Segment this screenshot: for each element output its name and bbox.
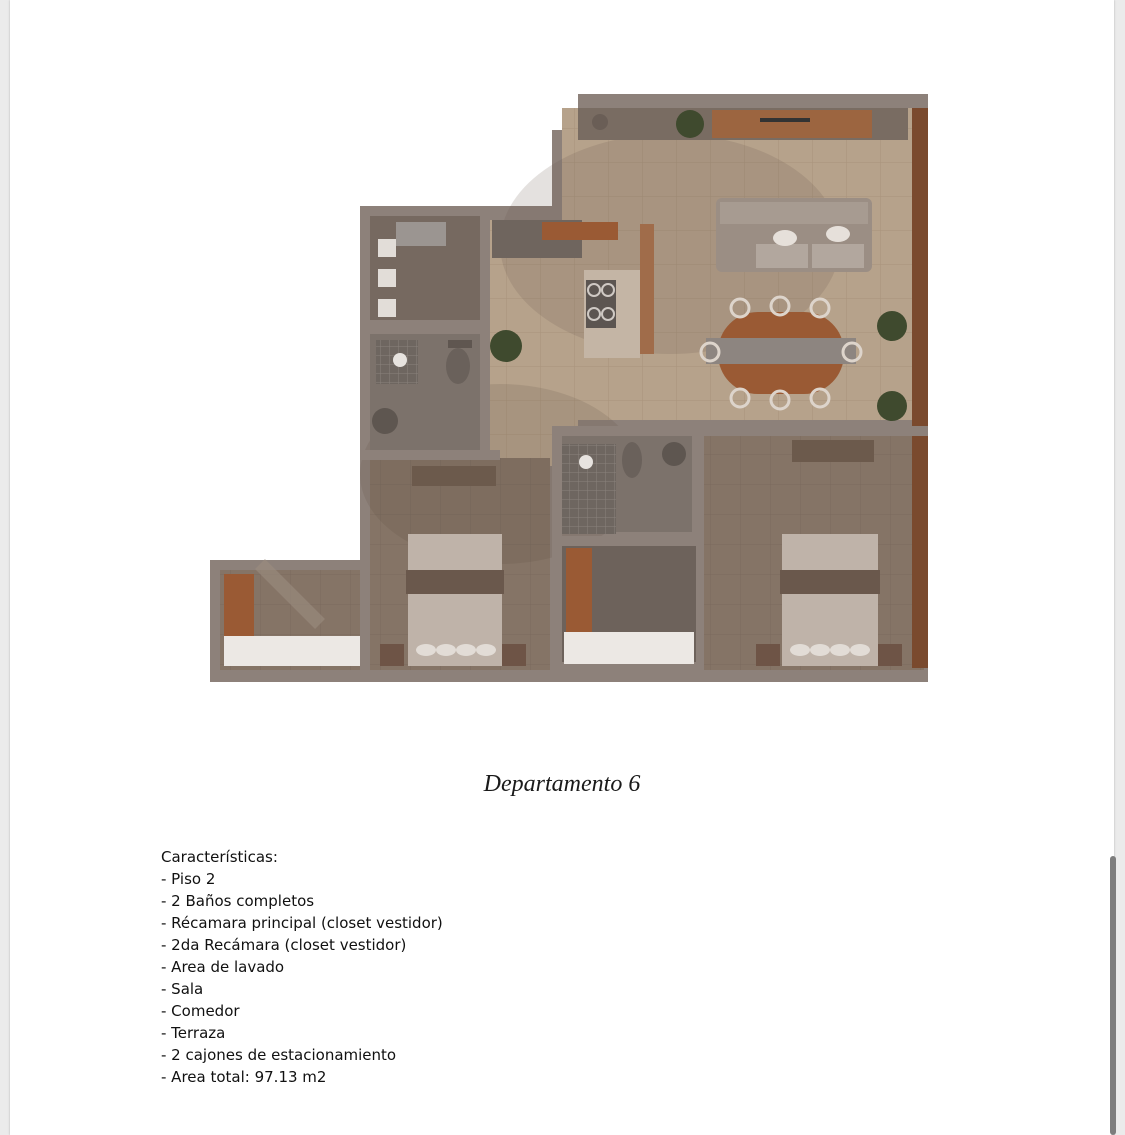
plan-title: Departamento 6 — [483, 771, 641, 797]
feature-item: - Sala — [161, 980, 204, 998]
feature-item: - 2 Baños completos — [161, 892, 315, 910]
feature-item: - Piso 2 — [161, 870, 216, 888]
feature-item: - Area total: 97.13 m2 — [161, 1068, 327, 1086]
features-heading: Características: — [161, 848, 278, 866]
floor-plan-image — [200, 94, 928, 682]
features-list — [161, 846, 443, 1088]
document-page — [10, 0, 1114, 1135]
feature-item: - Comedor — [161, 1002, 240, 1020]
feature-item: - 2da Recámara (closet vestidor) — [161, 936, 407, 954]
scrollbar-thumb[interactable] — [1110, 856, 1116, 1135]
feature-item: - Area de lavado — [161, 958, 285, 976]
feature-item: - Terraza — [161, 1024, 226, 1042]
feature-item: - Récamara principal (closet vestidor) — [161, 914, 443, 932]
feature-item: - 2 cajones de estacionamiento — [161, 1046, 397, 1064]
